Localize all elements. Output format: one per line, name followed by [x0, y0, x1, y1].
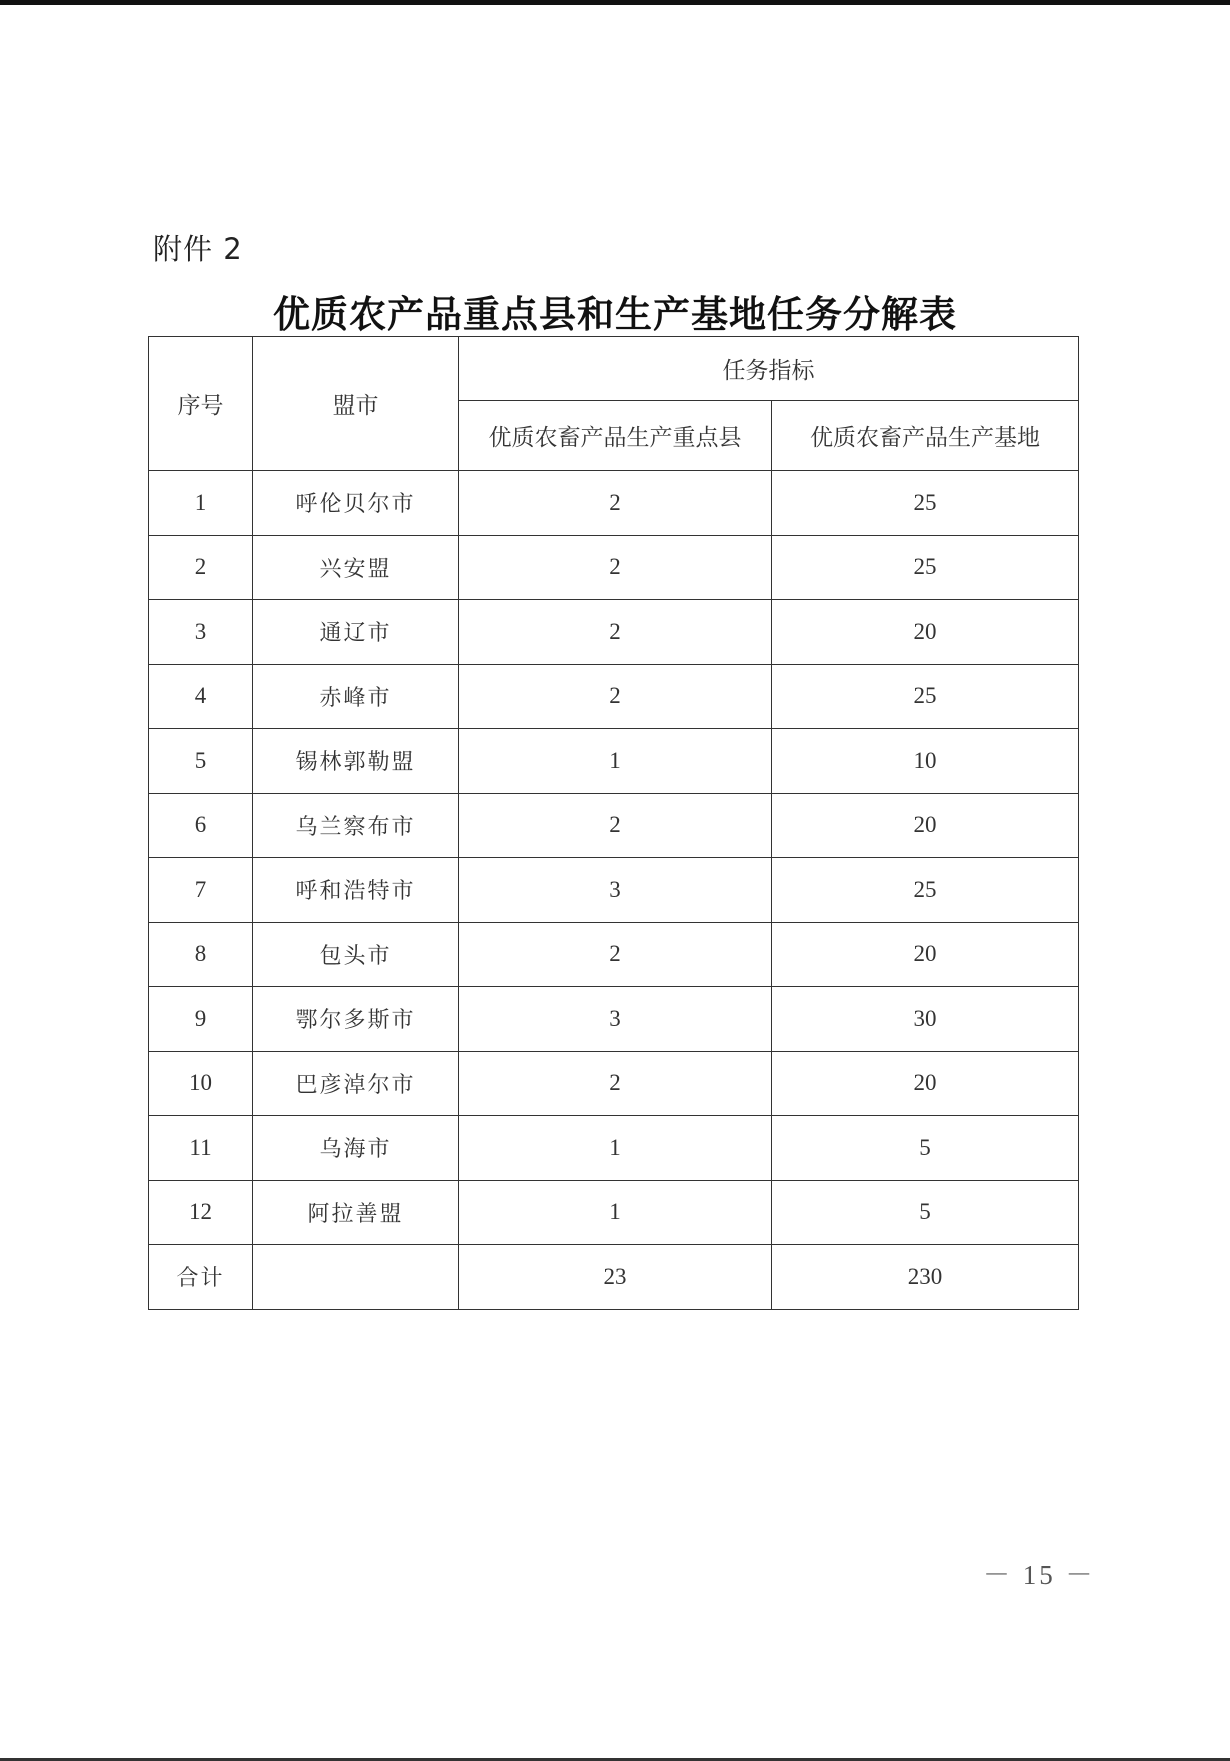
row-production-base: 25 [772, 858, 1079, 923]
row-city: 赤峰市 [253, 664, 459, 729]
header-row [149, 337, 1079, 401]
row-index: 10 [149, 1051, 253, 1116]
table-row [149, 729, 1079, 794]
row-key-county: 2 [459, 471, 772, 536]
row-production-base: 20 [772, 1051, 1079, 1116]
row-key-county: 2 [459, 600, 772, 665]
row-key-county: 3 [459, 858, 772, 923]
page-number: － 15 － [983, 1560, 1096, 1590]
row-city: 包头市 [253, 922, 459, 987]
header-city: 盟市 [253, 337, 459, 471]
total-key-county: 23 [459, 1245, 772, 1310]
row-key-county: 1 [459, 1116, 772, 1181]
row-city: 乌海市 [253, 1116, 459, 1181]
row-city: 通辽市 [253, 600, 459, 665]
scan-top-edge [0, 0, 1230, 5]
row-key-county: 1 [459, 729, 772, 794]
table-row [149, 535, 1079, 600]
row-index: 2 [149, 535, 253, 600]
row-production-base: 25 [772, 535, 1079, 600]
row-production-base: 20 [772, 600, 1079, 665]
row-index: 9 [149, 987, 253, 1052]
row-city: 呼和浩特市 [253, 858, 459, 923]
header-task-group: 任务指标 [459, 337, 1079, 401]
table-row [149, 1051, 1079, 1116]
total-row [149, 1245, 1079, 1310]
row-city: 锡林郭勒盟 [253, 729, 459, 794]
row-index: 3 [149, 600, 253, 665]
row-city: 阿拉善盟 [253, 1180, 459, 1245]
row-city: 巴彦淖尔市 [253, 1051, 459, 1116]
header-index: 序号 [149, 337, 253, 471]
row-production-base: 20 [772, 793, 1079, 858]
row-city: 鄂尔多斯市 [253, 987, 459, 1052]
row-index: 11 [149, 1116, 253, 1181]
row-key-county: 2 [459, 535, 772, 600]
row-production-base: 25 [772, 471, 1079, 536]
total-city [253, 1245, 459, 1310]
document-title: 优质农产品重点县和生产基地任务分解表 [273, 292, 957, 336]
header-production-base: 优质农畜产品生产基地 [772, 401, 1079, 471]
table-body [149, 471, 1079, 1310]
row-production-base: 25 [772, 664, 1079, 729]
table-row [149, 793, 1079, 858]
row-key-county: 2 [459, 1051, 772, 1116]
row-key-county: 2 [459, 664, 772, 729]
row-city: 呼伦贝尔市 [253, 471, 459, 536]
total-label: 合计 [149, 1245, 253, 1310]
table-row [149, 987, 1079, 1052]
row-index: 5 [149, 729, 253, 794]
row-key-county: 2 [459, 922, 772, 987]
row-production-base: 30 [772, 987, 1079, 1052]
table-row [149, 471, 1079, 536]
row-production-base: 5 [772, 1116, 1079, 1181]
row-city: 兴安盟 [253, 535, 459, 600]
attachment-label: 附件 2 [153, 232, 243, 266]
row-production-base: 20 [772, 922, 1079, 987]
row-production-base: 10 [772, 729, 1079, 794]
table-row [149, 922, 1079, 987]
row-production-base: 5 [772, 1180, 1079, 1245]
table-row [149, 858, 1079, 923]
table-row [149, 600, 1079, 665]
row-index: 6 [149, 793, 253, 858]
row-index: 8 [149, 922, 253, 987]
row-key-county: 3 [459, 987, 772, 1052]
table-row [149, 1116, 1079, 1181]
table-row [149, 664, 1079, 729]
header-key-county: 优质农畜产品生产重点县 [459, 401, 772, 471]
total-production-base: 230 [772, 1245, 1079, 1310]
row-index: 4 [149, 664, 253, 729]
row-index: 1 [149, 471, 253, 536]
row-key-county: 1 [459, 1180, 772, 1245]
table-row [149, 1180, 1079, 1245]
row-index: 7 [149, 858, 253, 923]
row-city: 乌兰察布市 [253, 793, 459, 858]
table-header [149, 337, 1079, 471]
row-key-county: 2 [459, 793, 772, 858]
task-breakdown-table [148, 336, 1079, 1310]
row-index: 12 [149, 1180, 253, 1245]
